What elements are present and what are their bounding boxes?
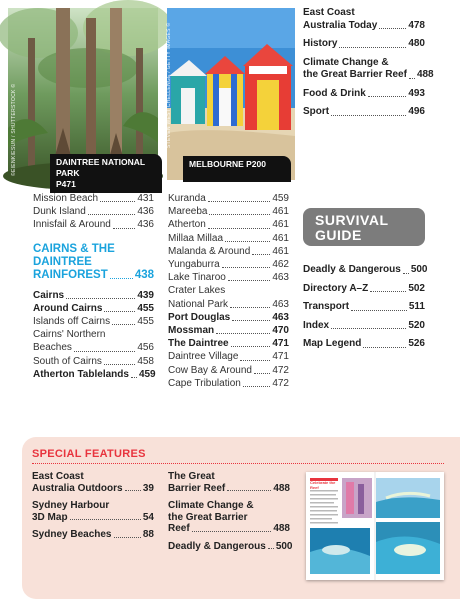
entry-title: Reef	[168, 523, 190, 534]
entry-page: 459	[138, 368, 156, 380]
entry-page: 461	[272, 206, 289, 218]
toc-entry[interactable]	[168, 471, 290, 494]
entry-page: 471	[272, 351, 289, 363]
entry-page: 88	[142, 529, 154, 540]
feature-spread-thumbnail[interactable]	[306, 472, 444, 580]
entry-title: The Daintree	[168, 338, 229, 350]
toc-entry[interactable]	[168, 232, 289, 245]
toc-column-1	[33, 192, 154, 381]
toc-entry[interactable]	[303, 56, 434, 82]
entry-page: 478	[408, 19, 425, 31]
caption-line: DAINTREE NATIONAL PARK	[56, 157, 145, 178]
spread-heading: Celebrate the Reef	[310, 480, 336, 490]
survival-guide-list	[303, 264, 428, 351]
entry-title: Malanda & Around	[168, 245, 251, 257]
entry-title: Cape Tribulation	[168, 377, 241, 389]
entry-page: 502	[408, 282, 425, 294]
toc-column-3	[303, 7, 434, 119]
entry-title: Deadly & Dangerous	[303, 264, 401, 275]
entry-title: Mossman	[168, 325, 215, 337]
photo-credit: ©EIENKIESUN / SHUTTERSTOCK ©	[11, 83, 17, 176]
entry-title: Lake Tinaroo	[168, 272, 226, 284]
entry-page: 470	[272, 325, 289, 337]
entry-page: 500	[275, 540, 293, 552]
entry-title: Map Legend	[303, 338, 362, 349]
toc-entry[interactable]	[303, 264, 428, 277]
toc-entry[interactable]	[303, 338, 425, 351]
divider	[32, 463, 444, 464]
entry-title: Atherton Tablelands	[33, 368, 129, 380]
entry-title: Mission Beach	[33, 193, 99, 204]
toc-entry[interactable]	[168, 377, 289, 390]
toc-entry[interactable]	[303, 7, 425, 32]
entry-title: Sydney Beaches	[32, 529, 112, 540]
section-page: 438	[134, 268, 154, 281]
entry-page: 463	[272, 298, 289, 310]
entry-title: Around Cairns	[33, 302, 103, 314]
toc-entry[interactable]	[33, 218, 154, 231]
entry-title: Sport	[303, 106, 330, 117]
entry-title: The Great	[168, 471, 215, 482]
entry-title: Kuranda	[168, 193, 206, 204]
entry-title: Deadly & Dangerous	[168, 540, 266, 552]
entry-title: Port Douglas	[168, 311, 231, 323]
entry-page: 456	[137, 342, 154, 354]
entry-title: Barrier Reef	[168, 482, 226, 494]
entry-page: 459	[272, 193, 289, 204]
entry-title: Islands off Cairns	[33, 316, 111, 328]
daintree-photo	[8, 8, 158, 189]
photo-credit: STEVEN WEST CHELLENGE / GETTY IMAGES ©	[166, 22, 172, 148]
toc-entry[interactable]	[168, 500, 290, 535]
special-features-title: SPECIAL FEATURES	[32, 448, 146, 460]
entry-title: South of Cairns	[33, 355, 102, 367]
heading-line: SURVIVAL	[315, 212, 389, 228]
toc-entry[interactable]	[168, 540, 293, 553]
entry-title: Climate Change &	[168, 500, 254, 511]
entry-page: 496	[408, 106, 425, 117]
entry-page: 39	[142, 482, 154, 494]
entry-page: 431	[137, 193, 154, 204]
special-features-mid	[168, 471, 293, 552]
entry-page: 480	[408, 38, 425, 49]
entry-title: East Coast	[303, 7, 355, 18]
entry-title: Mareeba	[168, 206, 208, 218]
caption-line: P471	[56, 179, 76, 189]
entry-title: Millaa Millaa	[168, 232, 224, 244]
toc-entry[interactable]	[168, 364, 289, 377]
toc-entry[interactable]	[168, 192, 289, 205]
entry-page: 488	[273, 523, 290, 534]
special-features-left	[32, 471, 154, 541]
entry-page: 520	[408, 319, 425, 331]
entry-title: Index	[303, 319, 330, 331]
entry-page: 455	[137, 316, 154, 328]
toc-entry[interactable]	[303, 88, 425, 101]
entry-title: Dunk Island	[33, 206, 86, 218]
toc-entry[interactable]	[168, 337, 289, 350]
toc-entry[interactable]	[32, 471, 154, 494]
entry-page: 493	[408, 87, 425, 99]
entry-title: Climate Change &	[303, 56, 389, 68]
toc-entry[interactable]	[32, 529, 154, 541]
entry-page: 54	[142, 511, 154, 523]
entry-page: 461	[272, 219, 289, 231]
section-heading-cairns[interactable]	[33, 243, 154, 282]
toc-entry[interactable]	[168, 205, 289, 218]
entry-page: 461	[272, 232, 289, 244]
toc-entry[interactable]	[168, 218, 289, 231]
entry-page: 472	[272, 364, 289, 376]
entry-title: 3D Map	[32, 511, 68, 523]
entry-page: 511	[408, 301, 425, 312]
entry-page: 436	[137, 206, 154, 218]
entry-page: 471	[272, 338, 289, 350]
melbourne-photo	[167, 8, 295, 180]
entry-title: Crater Lakes	[168, 285, 226, 297]
section-line: RAINFOREST	[33, 268, 108, 281]
entry-page: 461	[272, 245, 289, 257]
toc-entry[interactable]	[168, 258, 289, 271]
caption-line: MELBOURNE P200	[189, 159, 266, 169]
toc-entry[interactable]	[33, 368, 154, 381]
entry-title: Australia Outdoors	[32, 482, 123, 494]
section-line: CAIRNS & THE	[33, 242, 115, 255]
toc-entry[interactable]	[33, 355, 154, 368]
photo-caption-daintree	[50, 154, 162, 193]
entry-title: Yungaburra	[168, 259, 220, 271]
entry-page: 463	[272, 311, 289, 323]
toc-entry[interactable]	[303, 106, 425, 119]
entry-title: the Great Barrier	[168, 511, 248, 523]
beach-boxes-illustration	[167, 8, 295, 180]
toc-entry[interactable]	[168, 245, 289, 258]
entry-page: 458	[137, 355, 154, 367]
entry-title: Cairns' Northern	[33, 329, 106, 341]
entry-title: Beaches	[33, 342, 72, 354]
entry-title: Australia Today	[303, 19, 378, 31]
entry-page: 500	[410, 264, 428, 275]
toc-column-2	[168, 192, 289, 390]
entry-title: National Park	[168, 298, 229, 310]
toc-entry[interactable]	[168, 324, 289, 337]
toc-entry[interactable]	[33, 302, 154, 315]
toc-entry[interactable]	[168, 271, 289, 284]
entry-title: Daintree Village	[168, 351, 239, 363]
entry-title: East Coast	[32, 471, 84, 482]
toc-entry[interactable]	[168, 284, 289, 310]
entry-title: the Great Barrier Reef	[303, 69, 407, 80]
entry-page: 488	[273, 482, 290, 494]
entry-title: History	[303, 38, 338, 49]
toc-entry[interactable]	[33, 289, 154, 302]
toc-entry[interactable]	[33, 192, 154, 205]
entry-title: Sydney Harbour	[32, 500, 110, 511]
toc-entry[interactable]	[303, 301, 425, 314]
toc-entry[interactable]	[32, 500, 154, 523]
toc-entry[interactable]	[33, 315, 154, 328]
entry-title: Atherton	[168, 219, 206, 231]
toc-entry[interactable]	[33, 328, 154, 354]
entry-page: 472	[272, 377, 289, 389]
survival-guide-heading[interactable]	[303, 208, 425, 246]
entry-page: 455	[137, 302, 154, 314]
entry-page: 526	[408, 338, 425, 349]
heading-line: GUIDE	[315, 227, 362, 243]
toc-entry[interactable]	[303, 320, 425, 333]
toc-entry[interactable]	[168, 350, 289, 363]
entry-title: Cow Bay & Around	[168, 364, 252, 376]
toc-entry[interactable]	[303, 38, 425, 51]
entry-title: Directory A–Z	[303, 282, 369, 294]
entry-title: Cairns	[33, 289, 65, 301]
toc-entry[interactable]	[168, 311, 289, 324]
entry-page: 488	[416, 69, 434, 80]
entry-title: Innisfail & Around	[33, 219, 111, 231]
section-line: DAINTREE	[33, 255, 92, 268]
entry-page: 436	[137, 219, 154, 231]
entry-title: Transport	[303, 301, 350, 312]
toc-entry[interactable]	[303, 283, 425, 296]
entry-page: 439	[137, 289, 154, 301]
toc-entry[interactable]	[33, 205, 154, 218]
entry-page: 463	[272, 272, 289, 284]
entry-page: 462	[272, 259, 289, 271]
photo-caption-melbourne	[183, 156, 291, 182]
entry-title: Food & Drink	[303, 87, 366, 99]
